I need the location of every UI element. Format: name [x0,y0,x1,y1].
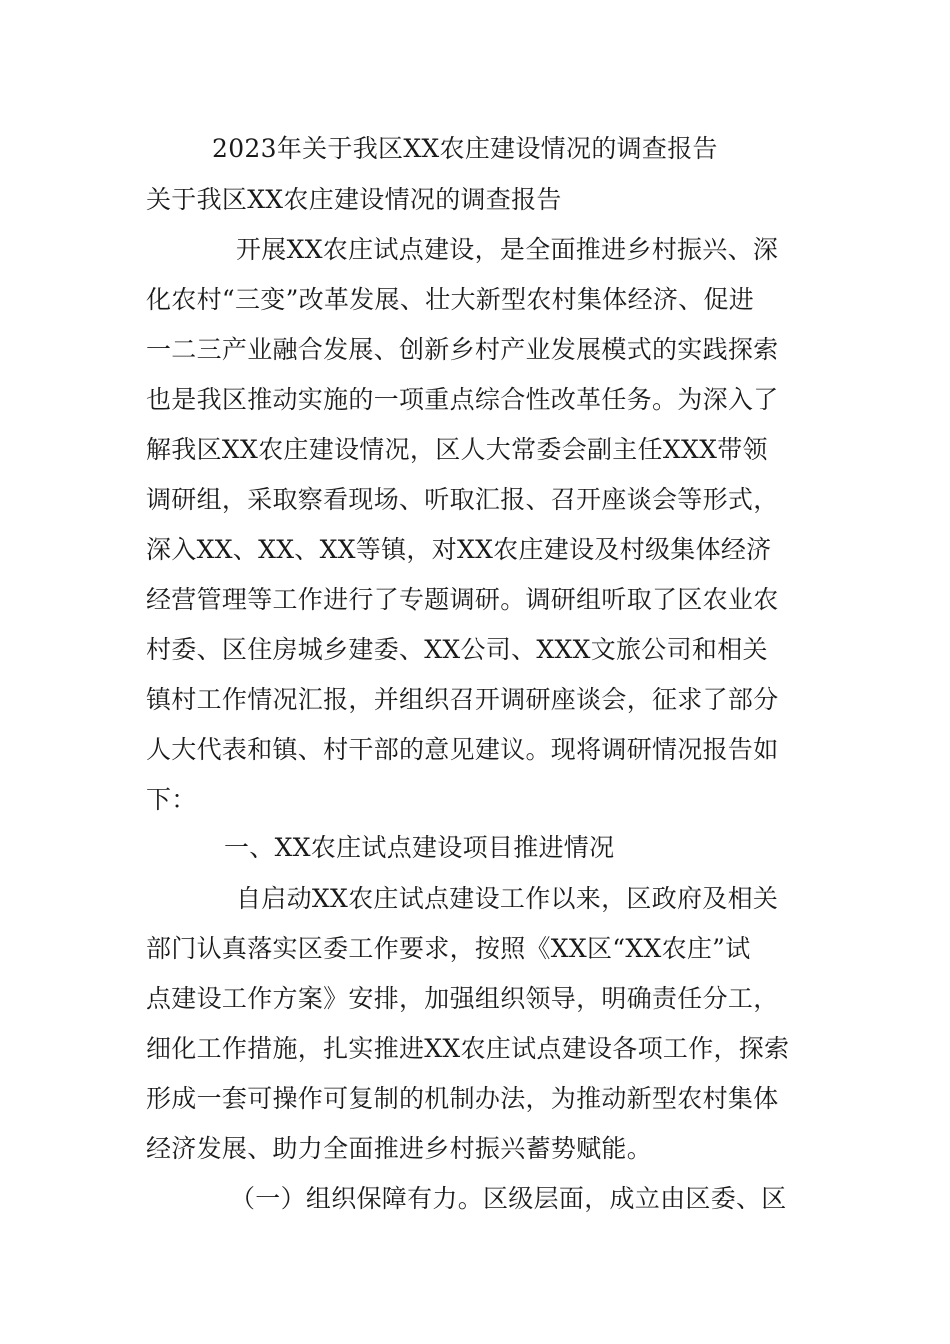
body-line: 镇村工作情况汇报，并组织召开调研座谈会，征求了部分 [146,685,779,714]
body-line: 下： [146,785,197,814]
body-line: 自启动XX农庄试点建设工作以来，区政府及相关 [236,884,779,913]
body-line: 化农村“三变”改革发展、壮大新型农村集体经济、促进 [146,285,755,314]
body-line: 也是我区推动实施的一项重点综合性改革任务。为深入了 [146,385,779,414]
body-line: 细化工作措施，扎实推进XX农庄试点建设各项工作，探索 [146,1034,790,1063]
body-line: 点建设工作方案》安排，加强组织领导，明确责任分工， [146,984,779,1013]
document-subtitle: 关于我区XX农庄建设情况的调查报告 [146,185,562,214]
body-line: 部门认真落实区委工作要求，按照《XX区“XX农庄”试 [146,934,751,963]
body-line: 深入XX、XX、XX等镇，对XX农庄建设及村级集体经济 [146,535,772,564]
body-line: 一二三产业融合发展、创新乡村产业发展模式的实践探索 [146,335,779,364]
body-line: 经营管理等工作进行了专题调研。调研组听取了区农业农 [146,585,779,614]
document-title: 2023年关于我区XX农庄建设情况的调查报告 [212,134,718,163]
subsection-line: （一）组织保障有力。区级层面，成立由区委、区 [230,1184,787,1213]
body-line: 经济发展、助力全面推进乡村振兴蓄势赋能。 [146,1134,653,1163]
body-line: 调研组，采取察看现场、听取汇报、召开座谈会等形式， [146,485,779,514]
body-line: 开展XX农庄试点建设，是全面推进乡村振兴、深 [236,235,779,264]
body-line: 村委、区住房城乡建委、XX公司、XXX文旅公司和相关 [146,635,768,664]
body-line: 形成一套可操作可复制的机制办法，为推动新型农村集体 [146,1084,779,1113]
section-heading: 一、XX农庄试点建设项目推进情况 [224,833,615,862]
body-line: 人大代表和镇、村干部的意见建议。现将调研情况报告如 [146,735,779,764]
body-line: 解我区XX农庄建设情况，区人大常委会副主任XXX带领 [146,435,768,464]
